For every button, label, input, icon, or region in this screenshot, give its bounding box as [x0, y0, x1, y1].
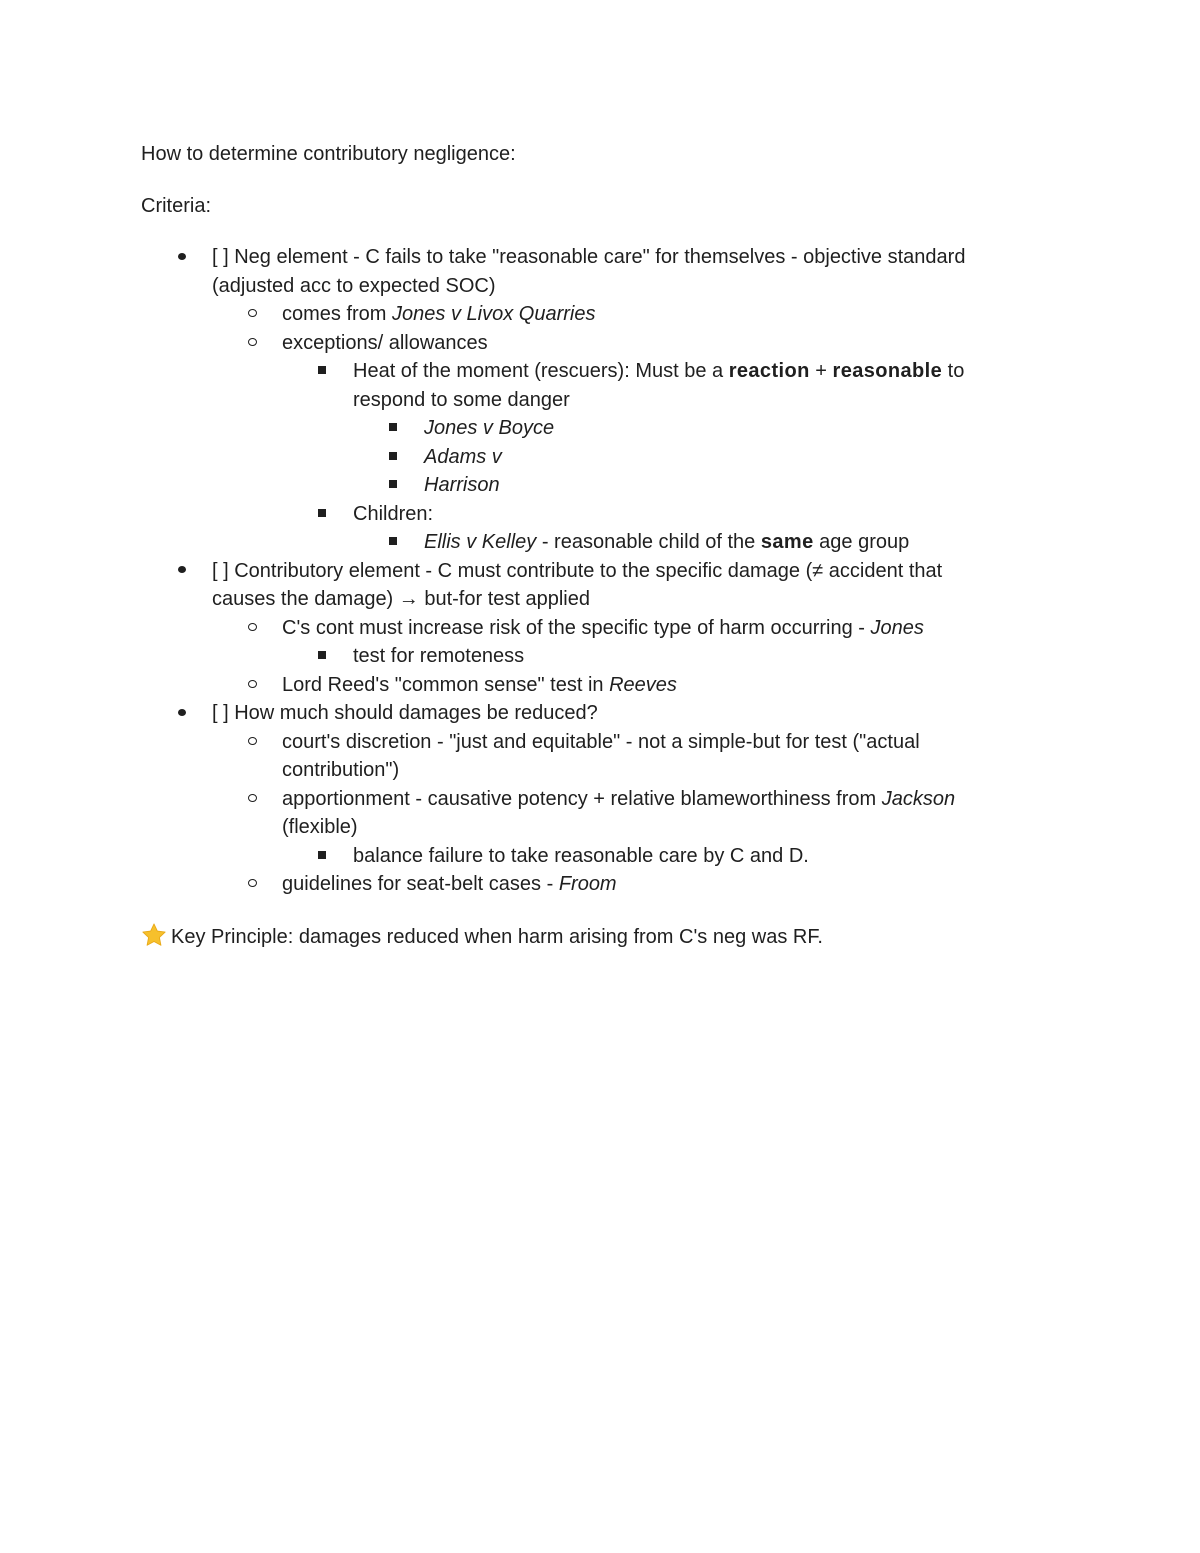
bullet-circle-icon [248, 300, 257, 329]
key-principle-text: Key Principle: damages reduced when harm arising from C's neg was RF. [171, 925, 823, 948]
list-item-case: Adams v [141, 443, 1041, 472]
criteria-list [141, 243, 1041, 899]
bullet-square-icon [318, 642, 326, 671]
list-item-damages-reduced: [ ] How much should damages be reduced? [141, 699, 1041, 728]
bullet-circle-icon [248, 614, 257, 643]
bullet-square-icon [389, 443, 397, 472]
case-name: Jones v Livox Quarries [392, 303, 596, 325]
list-item-ellis: Ellis v Kelley - reasonable child of the same age group [141, 528, 1041, 557]
bullet-square-icon [389, 471, 397, 500]
bullet-square-icon [318, 842, 326, 871]
document-body [141, 140, 1041, 951]
list-item-lord-reed: Lord Reed's "common sense" test in Reeves [141, 671, 1041, 700]
list-item-case: Harrison [141, 471, 1041, 500]
list-item-courts-discretion: court's discretion - "just and equitable" - not a simple-but for test ("actual contribution") [141, 728, 1041, 785]
list-item-contributory-element: [ ] Contributory element - C must contribute to the specific damage (≠ accident that causes the damage) → but-for test applied [141, 557, 1041, 614]
bullet-circle-icon [248, 785, 257, 814]
list-item-children: Children: [141, 500, 1041, 529]
bullet-square-icon [389, 414, 397, 443]
bullet-disc-icon [178, 699, 186, 728]
bullet-circle-icon [248, 870, 257, 899]
criteria-label: Criteria: [141, 194, 212, 217]
list-item-remoteness: test for remoteness [141, 642, 1041, 671]
bullet-circle-icon [248, 671, 257, 700]
star-icon [141, 922, 167, 948]
bullet-disc-icon [178, 243, 186, 272]
list-item-comes-from: comes from Jones v Livox Quarries [141, 300, 1041, 329]
list-item-seat-belt: guidelines for seat-belt cases - Froom [141, 870, 1041, 899]
bullet-square-icon [318, 357, 326, 386]
key-principle [141, 922, 1041, 952]
list-item-apportionment: apportionment - causative potency + relative blameworthiness from Jackson (flexible) [141, 785, 1041, 842]
list-item-balance: balance failure to take reasonable care by C and D. [141, 842, 1041, 871]
bullet-disc-icon [178, 557, 186, 586]
bullet-square-icon [389, 528, 397, 557]
list-item-neg-element: [ ] Neg element - C fails to take "reasonable care" for themselves - objective standard (adjusted acc to expected SOC) [141, 243, 1041, 300]
bullet-circle-icon [248, 728, 257, 757]
page-heading: How to determine contributory negligence: [141, 143, 516, 165]
bullet-square-icon [318, 500, 326, 529]
list-item-heat-of-moment: Heat of the moment (rescuers): Must be a reaction + reasonable to respond to some danger [141, 357, 1041, 414]
list-item-increase-risk: C's cont must increase risk of the specific type of harm occurring - Jones [141, 614, 1041, 643]
list-item-case: Jones v Boyce [141, 414, 1041, 443]
list-item-exceptions: exceptions/ allowances [141, 329, 1041, 358]
bullet-circle-icon [248, 329, 257, 358]
